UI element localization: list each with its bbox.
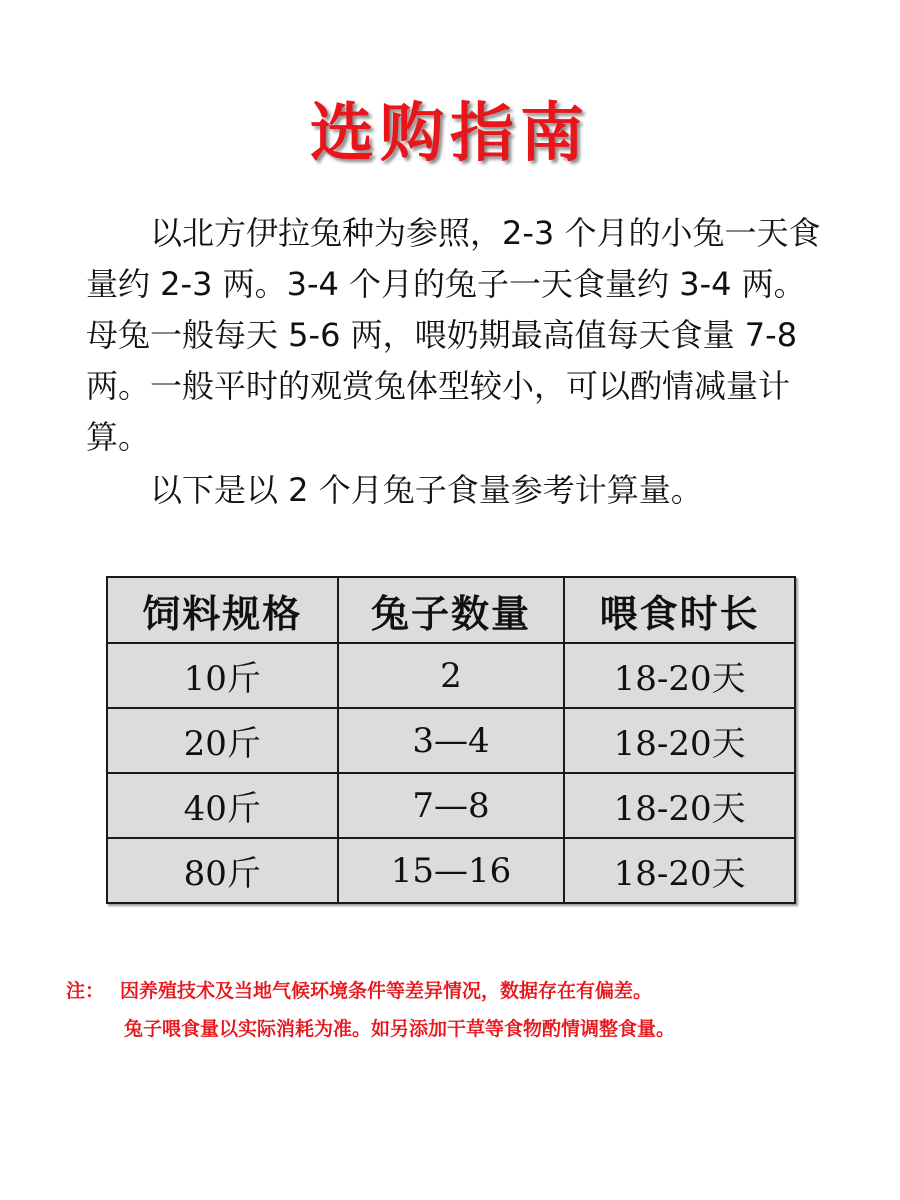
intro-paragraph: 以北方伊拉兔种为参照，2-3 个月的小兔一天食量约 2-3 两。3-4 个月的兔子一天食量约 3-4 两。母兔一般每天 5-6 两，喂奶期最高值每天食量 7-8 两。一般平时的观赏兔体型较小，可以酌情减量计算。: [86, 214, 821, 456]
cell-feed-spec: 20斤: [107, 708, 338, 773]
cell-feed-spec: 10斤: [107, 643, 338, 708]
cell-feed-spec: 40斤: [107, 773, 338, 838]
table-row: [107, 708, 795, 773]
cell-feed-spec: 80斤: [107, 838, 338, 903]
note-label: 注：: [66, 980, 105, 1002]
page-title: 选购指南: [310, 97, 590, 171]
table-row: [107, 643, 795, 708]
intro-paragraph: 以下是以 2 个月兔子食量参考计算量。: [150, 471, 703, 509]
table-row: [107, 773, 795, 838]
header-feeding-duration: 喂食时长: [564, 577, 795, 643]
table-header-row: [107, 577, 795, 643]
cell-feeding-duration: 18-20天: [564, 708, 795, 773]
cell-rabbit-count: 2: [338, 643, 565, 708]
cell-rabbit-count: 7—8: [338, 773, 565, 838]
cell-feeding-duration: 18-20天: [564, 838, 795, 903]
table-row: [107, 838, 795, 903]
note-line: [66, 972, 886, 1010]
intro-text: [86, 208, 826, 516]
cell-rabbit-count: 3—4: [338, 708, 565, 773]
feeding-table: [106, 576, 796, 904]
header-rabbit-count: 兔子数量: [338, 577, 565, 643]
cell-feeding-duration: 18-20天: [564, 643, 795, 708]
note: [66, 972, 886, 1048]
note-line: 兔子喂食量以实际消耗为准。如另添加干草等食物酌情调整食量。: [124, 1018, 676, 1040]
cell-rabbit-count: 15—16: [338, 838, 565, 903]
note-text: 因养殖技术及当地气候环境条件等差异情况，数据存在有偏差。: [120, 980, 653, 1002]
cell-feeding-duration: 18-20天: [564, 773, 795, 838]
header-feed-spec: 饲料规格: [107, 577, 338, 643]
